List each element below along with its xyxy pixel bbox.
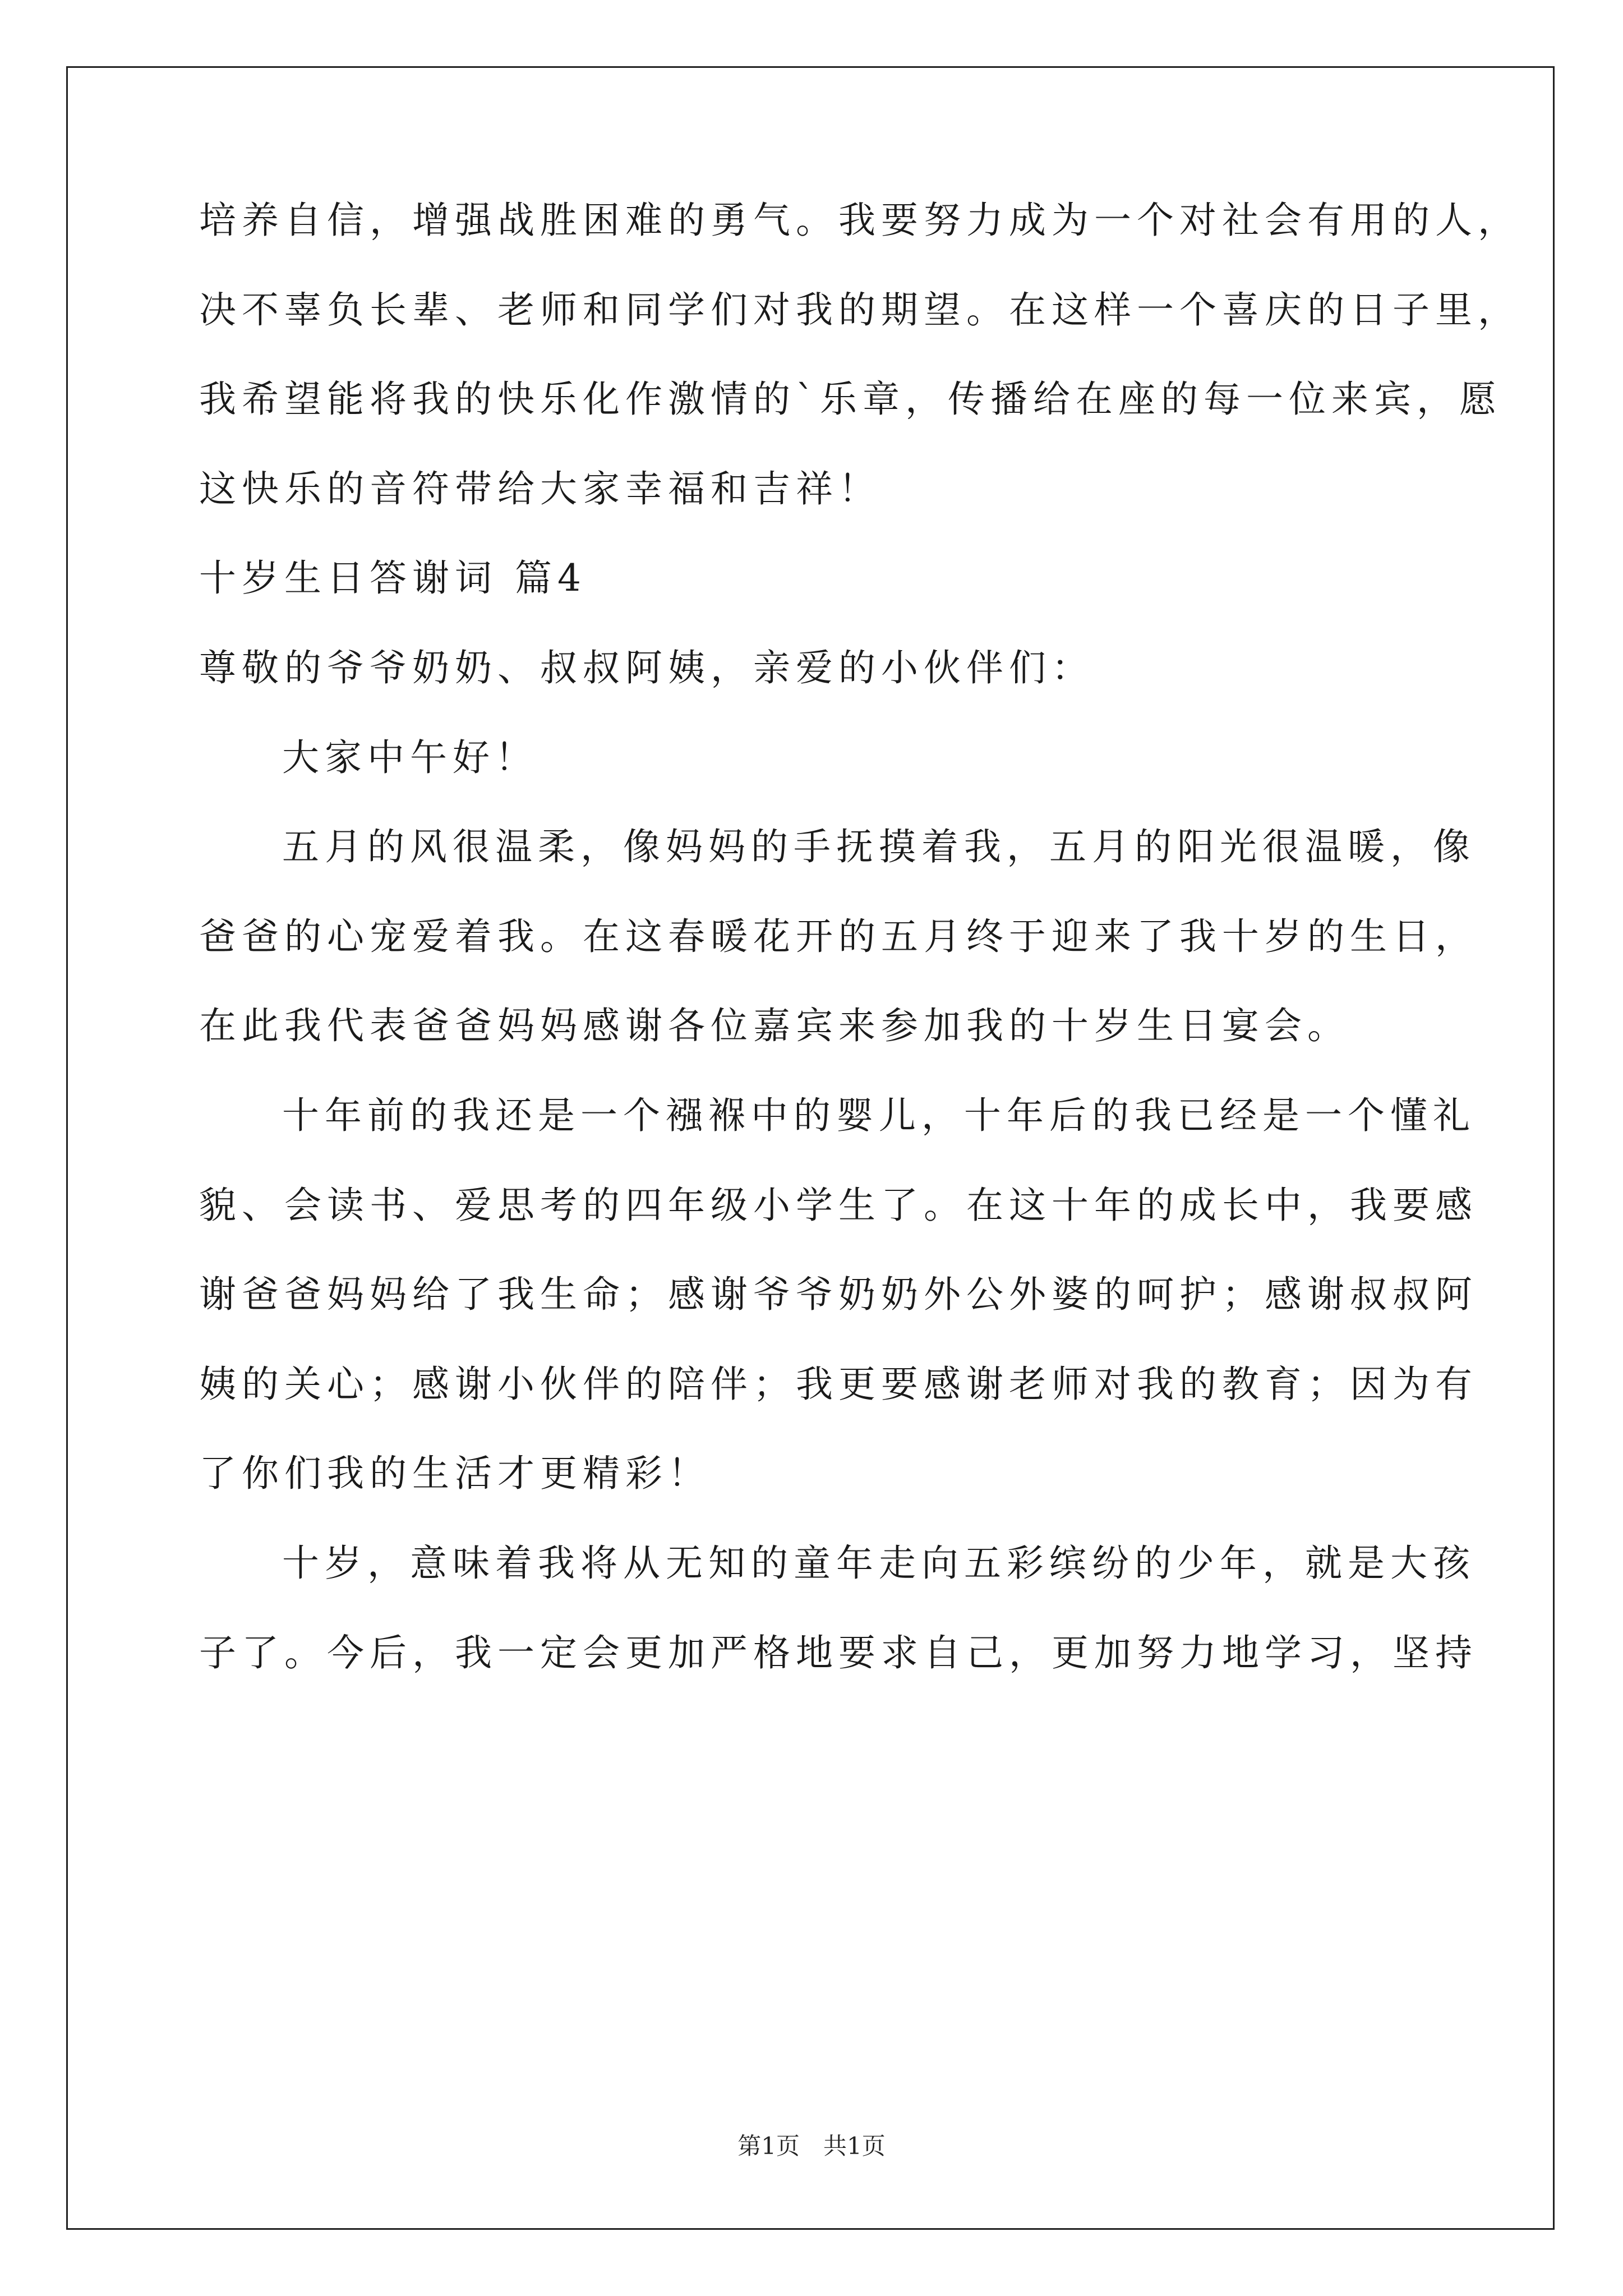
greeting: 大家中午好！ — [282, 735, 538, 779]
document-body — [199, 199, 1520, 1724]
paragraph-line: 在此我代表爸爸妈妈感谢各位嘉宾来参加我的十岁生日宴会。 — [199, 1004, 1350, 1048]
paragraph-line: 五月的风很温柔，像妈妈的手抚摸着我，五月的阳光很温暖，像 — [282, 825, 1476, 869]
paragraph-line: 我希望能将我的快乐化作激情的`乐章，传播给在座的每一位来宾，愿 — [199, 378, 1502, 421]
paragraph-line: 子了。今后，我一定会更加严格地要求自己，更加努力地学习，坚持 — [199, 1631, 1478, 1674]
paragraph-line: 姨的关心；感谢小伙伴的陪伴；我更要感谢老师对我的教育；因为有 — [199, 1362, 1478, 1406]
page-number-footer: 第1页 共1页 — [737, 2132, 886, 2160]
section-heading: 十岁生日答谢词 篇4 — [199, 556, 587, 600]
paragraph-line: 培养自信，增强战胜困难的勇气。我要努力成为一个对社会有用的人， — [199, 199, 1520, 242]
paragraph-line: 貌、会读书、爱思考的四年级小学生了。在这十年的成长中，我要感 — [199, 1183, 1478, 1227]
paragraph-line: 这快乐的音符带给大家幸福和吉祥！ — [199, 467, 881, 510]
paragraph-line: 十岁，意味着我将从无知的童年走向五彩缤纷的少年，就是大孩 — [282, 1541, 1476, 1585]
paragraph-line: 了你们我的生活才更精彩！ — [199, 1452, 711, 1496]
paragraph-line: 决不辜负长辈、老师和同学们对我的期望。在这样一个喜庆的日子里， — [199, 288, 1520, 332]
paragraph-line: 谢爸爸妈妈给了我生命；感谢爷爷奶奶外公外婆的呵护；感谢叔叔阿 — [199, 1273, 1478, 1317]
salutation: 尊敬的爷爷奶奶、叔叔阿姨，亲爱的小伙伴们： — [199, 646, 1094, 689]
paragraph-line: 十年前的我还是一个襁褓中的婴儿，十年后的我已经是一个懂礼 — [282, 1093, 1476, 1137]
paragraph-line: 爸爸的心宠爱着我。在这春暖花开的五月终于迎来了我十岁的生日， — [199, 914, 1478, 958]
